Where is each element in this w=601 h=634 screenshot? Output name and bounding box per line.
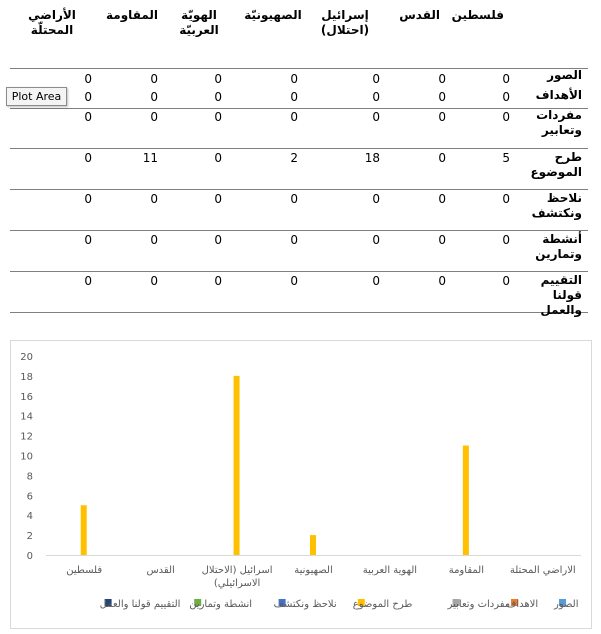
table-cell[interactable]: 0 [150,72,158,86]
column-header[interactable]: الأراضي المحتلّة [28,8,76,37]
table-cell[interactable]: 5 [502,151,510,165]
table-cell[interactable]: 0 [438,151,446,165]
column-header[interactable]: المقاومة [106,8,158,22]
column-header[interactable]: الهويّة العربيّة [179,8,219,37]
row-divider [10,189,588,190]
row-divider [10,312,588,313]
y-tick-label: 2 [26,531,33,543]
bar-chart [11,341,591,628]
y-tick-label: 6 [26,491,33,503]
plot-area-tooltip: Plot Area [6,87,67,106]
x-category-label: فلسطين [66,565,103,576]
row-label[interactable]: نلاحظ ونكتشف [531,191,582,220]
table-cell[interactable]: 0 [290,72,298,86]
table-cell[interactable]: 0 [438,90,446,104]
x-category-label: الهوية العربية [362,565,418,576]
table-cell[interactable]: 18 [364,151,380,165]
table-cell[interactable]: 0 [290,90,298,104]
bar [310,535,316,555]
y-tick-label: 18 [20,371,33,383]
table-cell[interactable]: 0 [372,192,380,206]
table-cell[interactable]: 0 [214,233,222,247]
table-cell[interactable]: 0 [502,110,510,124]
y-tick-label: 14 [20,411,33,423]
row-label[interactable]: طرح الموضوع [530,150,582,179]
table-cell[interactable]: 0 [502,233,510,247]
table-cell[interactable]: 0 [214,274,222,288]
column-header[interactable]: إسرائيل (احتلال) [320,8,370,37]
column-header[interactable]: الصهيونيّة [244,8,302,22]
row-divider [10,148,588,149]
table-cell[interactable]: 0 [214,110,222,124]
bar [234,376,240,555]
table-cell[interactable]: 0 [214,72,222,86]
column-header[interactable]: فلسطين [451,8,504,22]
bar [463,446,469,555]
legend-label: مفردات وتعابير [447,599,511,610]
column-header[interactable]: القدس [399,8,440,22]
table-cell[interactable]: 0 [150,274,158,288]
table-cell[interactable]: 0 [84,151,92,165]
table-cell[interactable]: 0 [84,90,92,104]
y-tick-label: 12 [20,431,33,443]
y-tick-label: 20 [20,352,33,363]
table-cell[interactable]: 0 [214,192,222,206]
row-divider [10,230,588,231]
x-category-label: الاراضي المحتلة [509,565,576,576]
table-cell[interactable]: 0 [290,192,298,206]
y-tick-label: 16 [20,391,33,403]
legend-label: التقييم قولنا والعمل [99,599,181,610]
row-label[interactable]: الأهداف [535,88,582,102]
table-cell[interactable]: 0 [290,274,298,288]
x-category-label: اسرائيل (الاحتلال الاسرائيلي) [201,565,273,589]
table-cell[interactable]: 0 [502,274,510,288]
legend-label: الاهداف [506,599,539,610]
row-label[interactable]: مفردات وتعابير [536,108,582,137]
table-cell[interactable]: 0 [150,90,158,104]
table-cell[interactable]: 0 [438,192,446,206]
y-tick-label: 4 [26,511,33,523]
x-category-label: الصهيونية [294,565,333,576]
table-cell[interactable]: 0 [84,192,92,206]
table-cell[interactable]: 0 [438,110,446,124]
legend-label: الصور [554,599,579,610]
y-tick-label: 10 [20,451,33,463]
row-divider [10,271,588,272]
table-cell[interactable]: 0 [150,110,158,124]
table-cell[interactable]: 0 [438,72,446,86]
table-cell[interactable]: 11 [142,151,158,165]
chart-area[interactable] [10,340,592,629]
table-cell[interactable]: 0 [438,274,446,288]
table-cell[interactable]: 0 [502,192,510,206]
x-category-label: المقاومة [448,565,484,576]
x-category-label: القدس [146,565,175,576]
row-divider [10,68,588,69]
row-label[interactable]: أنشطة وتمارين [535,232,582,261]
table-cell[interactable]: 0 [84,72,92,86]
table-cell[interactable]: 0 [372,90,380,104]
row-label[interactable]: الصور [547,68,582,82]
table-cell[interactable]: 0 [214,90,222,104]
table-cell[interactable]: 0 [214,151,222,165]
table-cell[interactable]: 0 [372,274,380,288]
table-cell[interactable]: 0 [84,274,92,288]
legend-label: نلاحظ ونكتشف [273,599,337,610]
legend-label: طرح الموضوع [352,599,413,610]
table-cell[interactable]: 0 [150,233,158,247]
row-label[interactable]: التقييم قولنا والعمل [540,273,582,317]
table-cell[interactable]: 0 [84,233,92,247]
table-cell[interactable]: 0 [84,110,92,124]
table-cell[interactable]: 0 [502,72,510,86]
table-cell[interactable]: 0 [502,90,510,104]
bar [81,505,87,555]
table-cell[interactable]: 2 [290,151,298,165]
y-tick-label: 0 [26,551,33,562]
table-cell[interactable]: 0 [438,233,446,247]
table-cell[interactable]: 0 [372,110,380,124]
row-divider [10,108,588,109]
table-cell[interactable]: 0 [150,192,158,206]
table-cell[interactable]: 0 [290,110,298,124]
table-cell[interactable]: 0 [372,233,380,247]
table-cell[interactable]: 0 [372,72,380,86]
y-tick-label: 8 [26,471,33,483]
legend-label: انشطة وتمارين [189,599,253,610]
table-cell[interactable]: 0 [290,233,298,247]
